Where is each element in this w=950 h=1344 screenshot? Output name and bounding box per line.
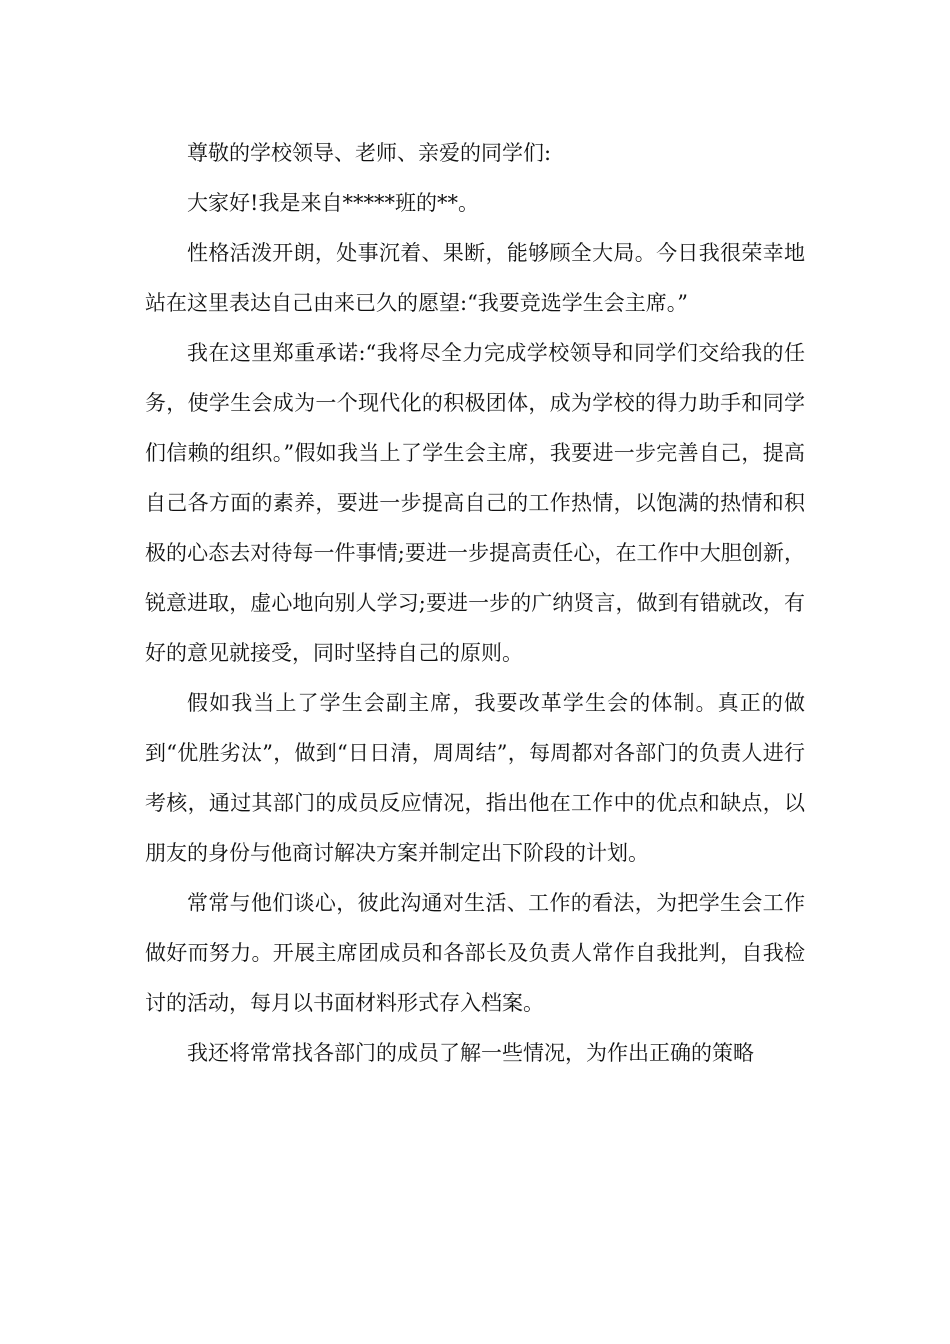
body-paragraph: 我在这里郑重承诺:“我将尽全力完成学校领导和同学们交给我的任务，使学生会成为一个现代化的积极团体，成为学校的得力助手和同学们信赖的组织。”假如我当上了学生会主席，我要进一步完善自己，提高自己各方面的素养，要进一步提高自己的工作热情，以饱满的热情和积极的心态去对待每一件事情;要进一步提高责任心，在工作中大胆创新，锐意进取，虚心地向别人学习;要进一步的广纳贤言，做到有错就改，有好的意见就接受，同时坚持自己的原则。 xyxy=(145,341,805,665)
body-paragraph: 常常与他们谈心，彼此沟通对生活、工作的看法，为把学生会工作做好而努力。开展主席团成员和各部长及负责人常作自我批判，自我检讨的活动，每月以书面材料形式存入档案。 xyxy=(145,891,805,1015)
salutation-paragraph: 尊敬的学校领导、老师、亲爱的同学们: xyxy=(187,141,552,165)
body-paragraph: 我还将常常找各部门的成员了解一些情况，为作出正确的策略 xyxy=(187,1041,754,1065)
body-paragraph: 性格活泼开朗，处事沉着、果断，能够顾全大局。今日我很荣幸地站在这里表达自己由来已久的愿望:“我要竞选学生会主席。” xyxy=(145,241,805,315)
body-paragraph: 假如我当上了学生会副主席，我要改革学生会的体制。真正的做到“优胜劣汰”，做到“日日清，周周结”，每周都对各部门的负责人进行考核，通过其部门的成员反应情况，指出他在工作中的优点和缺点，以朋友的身份与他商讨解决方案并制定出下阶段的计划。 xyxy=(145,691,805,865)
greeting-paragraph: 大家好!我是来自*****班的**。 xyxy=(187,191,479,215)
document-body xyxy=(145,128,805,1078)
